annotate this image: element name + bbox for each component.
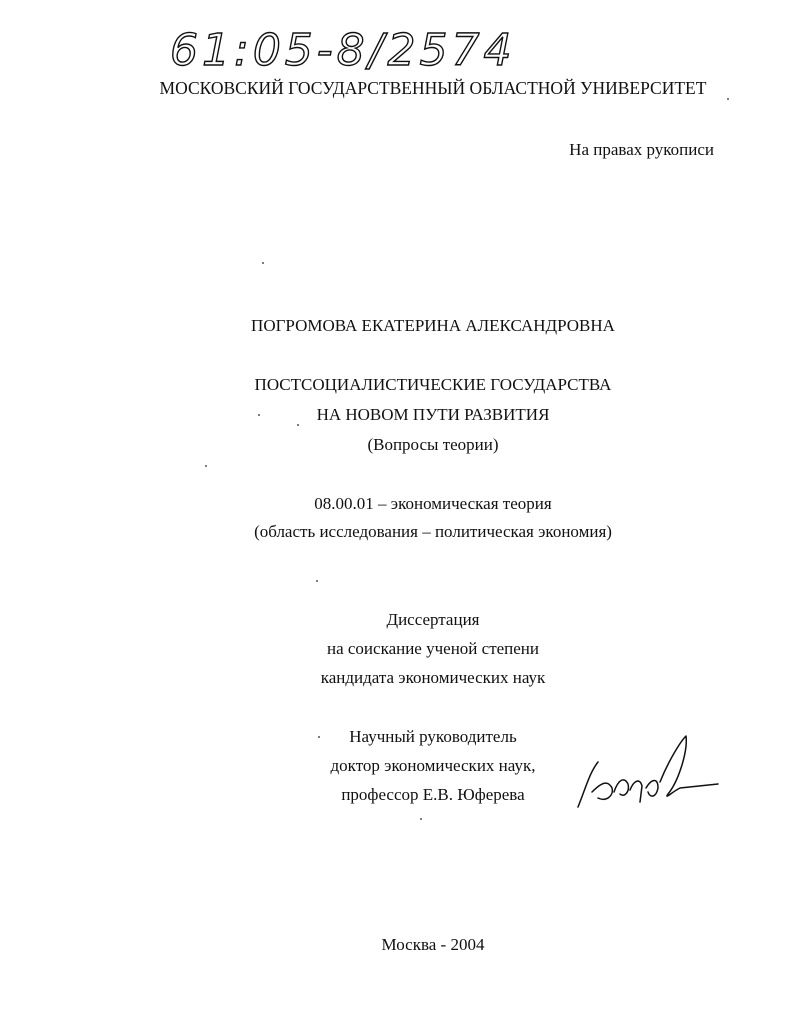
dissertation-line-2: на соискание ученой степени [326,639,540,658]
supervisor-line-3: профессор Е.В. Юферева [341,785,525,804]
scan-speck [318,736,320,738]
scan-speck [258,414,260,416]
scan-speck [205,465,207,467]
catalog-number-text: 61:05-8/2574 [170,25,516,76]
rights-note: На правах рукописи [569,140,714,159]
author-name: ПОГРОМОВА ЕКАТЕРИНА АЛЕКСАНДРОВНА [251,316,615,335]
title-line-1: ПОСТСОЦИАЛИСТИЧЕСКИЕ ГОСУДАРСТВА [254,375,612,394]
scan-speck [262,262,264,264]
footer-city-year: Москва - 2004 [381,935,485,954]
supervisor-line-1: Научный руководитель [349,727,517,746]
specialty-area: (область исследования – политическая экономия) [254,522,612,541]
dissertation-line-1: Диссертация [386,610,480,629]
supervisor-line-2: доктор экономических наук, [330,756,536,775]
specialty-code: 08.00.01 – экономическая теория [314,494,552,513]
title-line-2: НА НОВОМ ПУТИ РАЗВИТИЯ [316,405,550,424]
dissertation-line-3: кандидата экономических наук [320,668,546,687]
scan-speck [297,424,299,426]
university-name: МОСКОВСКИЙ ГОСУДАРСТВЕННЫЙ ОБЛАСТНОЙ УНИВЕРСИТЕТ [159,78,707,98]
scan-speck [727,98,729,100]
scan-speck [316,580,318,582]
title-subtitle: (Вопросы теории) [367,435,499,454]
supervisor-signature [568,732,728,822]
handwritten-catalog-number [160,10,580,80]
scan-speck [420,818,422,820]
